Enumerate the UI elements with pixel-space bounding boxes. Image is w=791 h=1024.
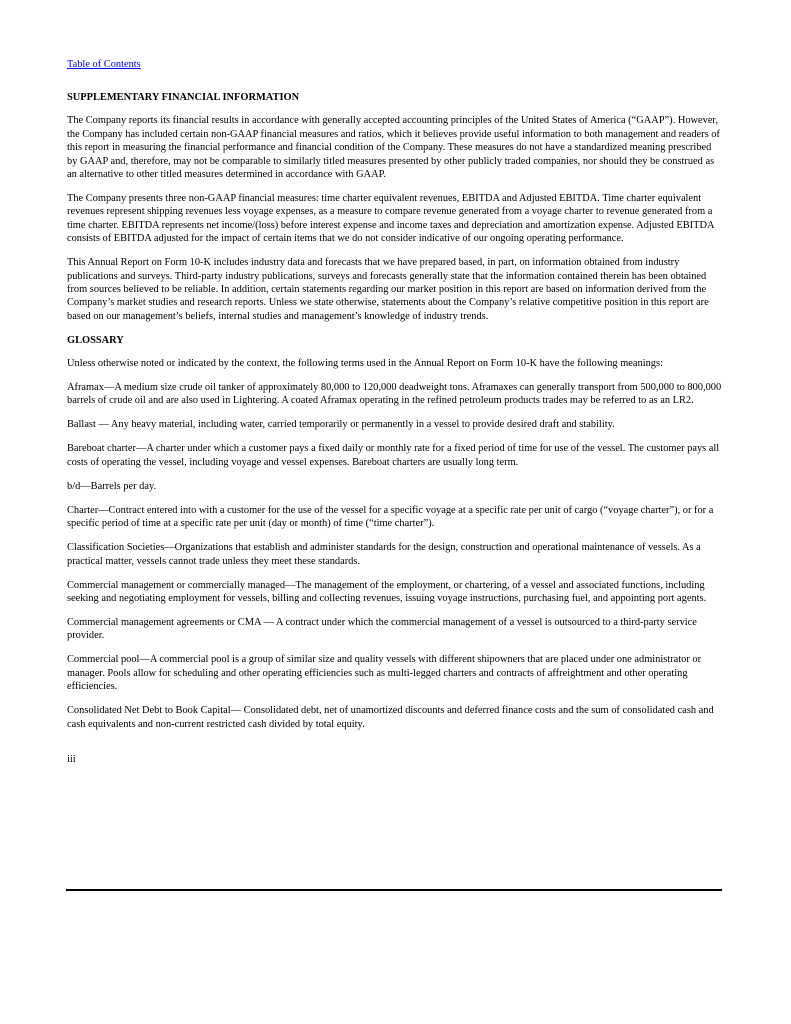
glossary-term-cma: Commercial management agreements or CMA — A contract under which the commercial management of a vessel is outsourced to a third-party service provider. [67,616,697,642]
glossary-term-bareboat-charter: Bareboat charter—A charter under which a customer pays a fixed daily or monthly rate for a fixed period of time for use of the vessel. The customer pays all costs of operating the vessel, including voyage and vessel expenses. Bareboat charters are usually long term. [67,443,720,468]
glossary-term-charter: Charter—Contract entered into with a customer for the use of the vessel for a specific voyage at a specific rate per unit of cargo (“voyage charter”), or for a specific period of time at a specific rate per unit (day or month) of time (“time charter”). [67,504,714,530]
supplementary-paragraph-2: The Company presents three non-GAAP financial measures: time charter equivalent revenues, EBITDA and Adjusted EBITDA. Time charter equivalent revenues represent shipping revenues less voyage expenses, as a measure to compare revenue generated from a voyage charter to revenue generated from a time charter. EBITDA represents net income/(loss) before interest expense and income taxes and depreciation and amortization expense. Adjusted EBITDA consists of EBITDA adjusted for the impact of certain items that we do not consider indicative of our ongoing operating performance. [67,193,714,245]
glossary-term-consolidated-net-debt: Consolidated Net Debt to Book Capital— Consolidated debt, net of unamortized discounts and deferred finance costs and the sum of consolidated cash and cash equivalents and non-current restricted cash divided by total equity. [67,705,714,730]
supplementary-paragraph-3: This Annual Report on Form 10-K includes industry data and forecasts that we have prepared based, in part, on information obtained from industry publications and surveys. Third-party industry publications, surveys and forecasts generally state that the information contained therein has been obtained from sources believed to be reliable. In addition, certain statements regarding our market position in this report are based on information derived from the Company’s market studies and research reports. Unless we state otherwise, statements about the Company’s relative competitive position in this report are based on our management’s beliefs, internal studies and management’s knowledge of industry trends. [67,257,709,322]
glossary-term-commercial-pool: Commercial pool—A commercial pool is a group of similar size and quality vessels with different shipowners that are placed under one administrator or manager. Pools allow for scheduling and other operating efficiencies such as multi-legged charters and contracts of affreightment and other operating efficiencies. [67,654,702,693]
glossary-heading: GLOSSARY [67,334,124,346]
page-divider [66,889,722,891]
glossary-term-commercial-management: Commercial management or commercially managed—The management of the employment, or chartering, of a vessel and associated functions, including seeking and negotiating employment for vessels, billing and collecting revenues, issuing voyage instructions, purchasing fuel, and appointing port agents. [67,579,707,604]
glossary-term-ballast: Ballast — Any heavy material, including water, carried temporarily or permanently in a vessel to provide desired draft and stability. [67,419,615,431]
supplementary-heading: SUPPLEMENTARY FINANCIAL INFORMATION [67,92,300,104]
page-number: iii [67,753,76,765]
glossary-term-classification-societies: Classification Societies—Organizations that establish and administer standards for the design, construction and operational maintenance of vessels. As a practical matter, vessels cannot trade unless they meet these standards. [67,542,701,567]
document-page [67,58,722,766]
table-of-contents-link[interactable]: Table of Contents [67,59,141,70]
glossary-term-aframax: Aframax—A medium size crude oil tanker of approximately 80,000 to 120,000 deadweight tons. Aframaxes can generally transport from 500,000 to 800,000 barrels of crude oil and are also used in Lightering. A coated Aframax operating in the refined petroleum products trades may be referred to as an LR2. [67,381,722,407]
glossary-intro: Unless otherwise noted or indicated by the context, the following terms used in the Annual Report on Form 10-K have the following meanings: [67,357,663,369]
supplementary-paragraph-1: The Company reports its financial results in accordance with generally accepted accounting principles of the United States of America (“GAAP”). However, the Company has included certain non-GAAP financial measures and ratios, which it believes provide useful information to both management and readers of this report in measuring the financial performance and financial condition of the Company. These measures do not have a standardized meaning prescribed by GAAP and, therefore, may not be comparable to similarly titled measures presented by other publicly traded companies, nor should they be construed as an alternative to other titled measures determined in accordance with GAAP. [67,115,720,181]
glossary-term-bd: b/d—Barrels per day. [67,480,157,492]
